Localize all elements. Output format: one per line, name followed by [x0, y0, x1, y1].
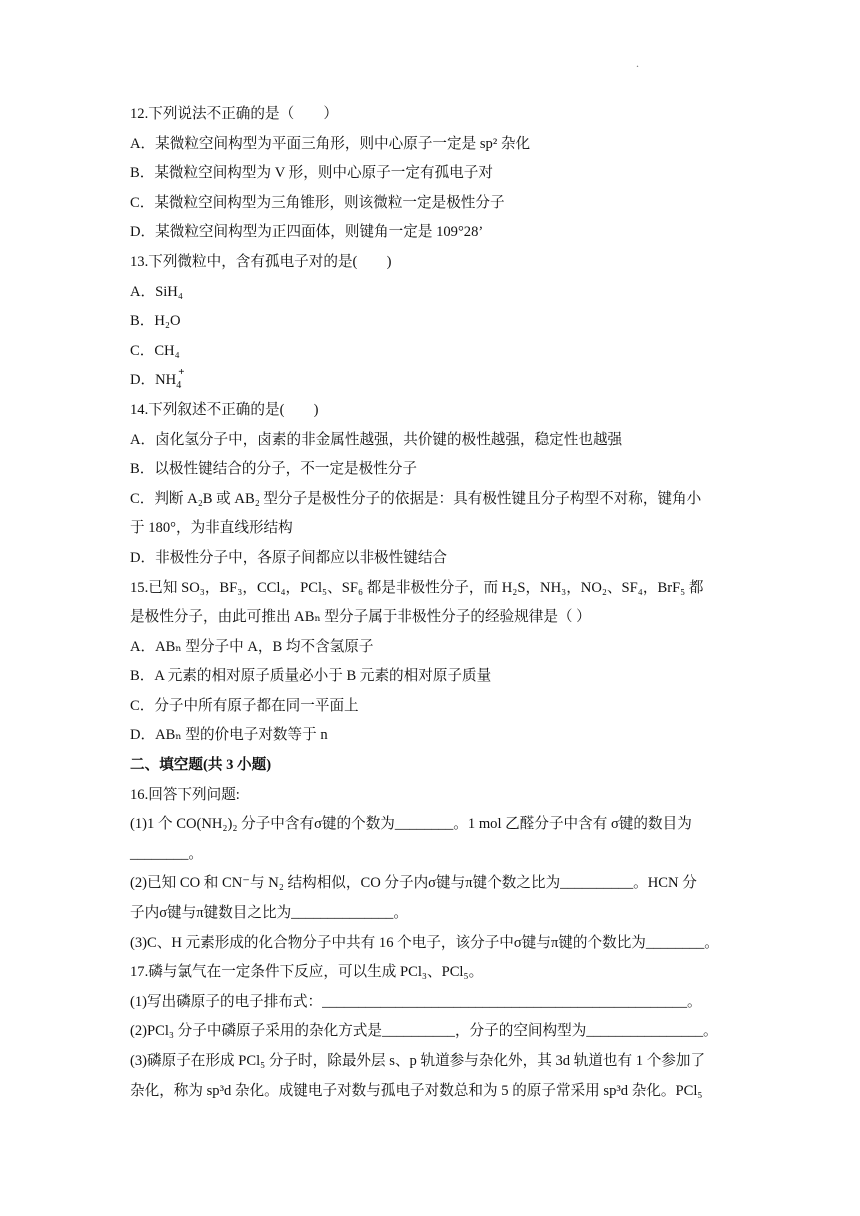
q13-option-a: A．SiH₄	[130, 283, 183, 300]
q17-part1: (1)写出磷原子的电子排布式：__________________________________________________。	[130, 993, 702, 1010]
q14-option-b: B．以极性键结合的分子，不一定是极性分子	[130, 461, 418, 478]
q13-option-d-prefix: D．NH	[130, 372, 177, 389]
q17-part3-line1: (3)磷原子在形成 PCl₅ 分子时，除最外层 s、p 轨道参与杂化外，其 3d 轨道也有 1 个参加了	[130, 1053, 706, 1069]
q15-option-b: B．A 元素的相对原子质量必小于 B 元素的相对原子质量	[130, 668, 492, 685]
q14-option-c-line1: C．判断 A₂B 或 AB₂ 型分子是极性分子的依据是：具有极性键且分子构型不对称，键角小	[130, 490, 702, 507]
q17-stem: 17.磷与氯气在一定条件下反应，可以生成 PCl₃、PCl₅。	[130, 964, 484, 981]
q16-part2-line2: 子内σ键与π键数目之比为______________。	[130, 905, 408, 922]
q15-stem-line1: 15.已知 SO₃，BF₃，CCl₄，PCl₅、SF₆ 都是非极性分子，而 H₂S，NH₃，NO₂、SF₄，BrF₅ 都	[130, 579, 704, 596]
q13-stem: 13.下列微粒中，含有孤电子对的是( )	[130, 253, 392, 270]
q17-part3-line2: 杂化，称为 sp³d 杂化。成键电子对数与孤电子对数总和为 5 的原子常采用 sp³d 杂化。PCl₅	[130, 1082, 703, 1099]
q17-part2: (2)PCl₃ 分子中磷原子采用的杂化方式是__________，分子的空间构型为________________。	[130, 1023, 718, 1040]
question-content	[130, 100, 730, 1106]
ion-charge: +	[178, 366, 185, 379]
q14-stem: 14.下列叙述不正确的是( )	[130, 401, 319, 418]
q14-option-d: D．非极性分子中，各原子间都应以非极性键结合	[130, 549, 448, 566]
header-dot: .	[636, 56, 639, 70]
q15-stem-line2: 是极性分子，由此可推出 ABₙ 型分子属于非极性分子的经验规律是（ ）	[130, 609, 591, 626]
ion-subscript: 4	[176, 380, 182, 392]
q16-part3: (3)C、H 元素形成的化合物分子中共有 16 个电子，该分子中σ键与π键的个数比为________。	[130, 934, 719, 951]
q12-option-b: B．某微粒空间构型为 V 形，则中心原子一定有孤电子对	[130, 165, 493, 182]
q15-option-a: A．ABₙ 型分子中 A，B 均不含氢原子	[130, 638, 374, 655]
q16-stem: 16.回答下列问题:	[130, 786, 240, 803]
q14-option-c-line2: 于 180°，为非直线形结构	[130, 520, 293, 537]
q16-part1-line1: (1)1 个 CO(NH₂)₂ 分子中含有σ键的个数为________。1 mol 乙醛分子中含有 σ键的数目为	[130, 816, 692, 833]
q13-option-d	[130, 366, 730, 396]
q16-part2-line1: (2)已知 CO 和 CN⁻与 N₂ 结构相似，CO 分子内σ键与π键个数之比为__________。HCN 分	[130, 875, 697, 892]
q12-option-a: A．某微粒空间构型为平面三角形，则中心原子一定是 sp² 杂化	[130, 135, 531, 152]
section-title: 二、填空题(共 3 小题)	[130, 757, 272, 774]
q16-part1-line2: ________。	[130, 845, 203, 862]
q13-option-c: C．CH₄	[130, 342, 180, 359]
q12-option-c: C．某微粒空间构型为三角锥形，则该微粒一定是极性分子	[130, 194, 505, 211]
ammonium-ion-subscript	[176, 366, 185, 396]
q15-option-c: C．分子中所有原子都在同一平面上	[130, 697, 359, 714]
q12-stem: 12.下列说法不正确的是（ ）	[130, 106, 338, 122]
q14-option-a: A．卤化氢分子中，卤素的非金属性越强，共价键的极性越强，稳定性也越强	[130, 431, 623, 448]
q15-option-d: D．ABₙ 型的价电子对数等于 n	[130, 727, 328, 744]
q13-option-b: B．H₂O	[130, 313, 181, 330]
q12-option-d: D．某微粒空间构型为正四面体，则键角一定是 109°28’	[130, 224, 484, 241]
